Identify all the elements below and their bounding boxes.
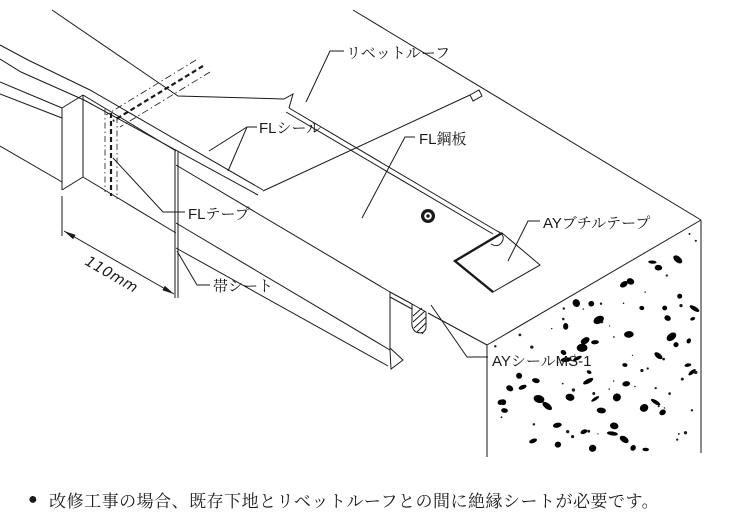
label-fl-tape: FLテープ: [188, 206, 250, 223]
leader-fl-seal-1: [209, 127, 257, 151]
label-fl-steel-plate: FL鋼板: [419, 131, 467, 148]
leader-ay-butyl-tape: [508, 221, 540, 261]
butyl-tape-patch: [455, 233, 540, 292]
box-front-top-edge: [83, 95, 176, 151]
footnote: [28, 487, 659, 512]
fascia-bottom-edge: [176, 223, 390, 350]
sheet-side-line-3: [0, 146, 62, 182]
hem-hatching: [413, 308, 426, 334]
screw-fastener-icon: [421, 209, 435, 223]
hem-fold-line-2: [390, 297, 412, 309]
tape-line-upper: [106, 60, 196, 115]
dimension-110mm: [62, 196, 174, 297]
fl-steel-plate: [263, 90, 503, 246]
patch-outline: [455, 233, 540, 292]
deck-front-arris: [428, 313, 487, 345]
label-ay-seal: AYシールMS-1: [492, 353, 592, 370]
patch-thick-edges: [455, 233, 502, 292]
arrowhead-right: [162, 286, 174, 294]
band-sheet-drape-edge: [176, 248, 388, 366]
leader-band-sheet: [177, 251, 210, 285]
concrete-stipple-texture: [494, 233, 700, 453]
deck-back-edge: [353, 10, 701, 220]
sheet-side-line-2: [0, 94, 62, 118]
hem-fold-line-1: [390, 292, 412, 304]
rivet-roof-sheet: [0, 10, 293, 195]
plate-upstand-end-cap: [470, 90, 482, 101]
label-band-sheet: 帯シート: [213, 278, 274, 295]
dimension-text: 110mm: [82, 253, 141, 297]
box-front-bottom-edge: [83, 177, 176, 233]
tape-line-center: [113, 66, 203, 121]
label-fl-seal: FLシール: [259, 120, 322, 137]
label-ay-butyl-tape: AYブチルテープ: [543, 215, 651, 232]
sheet-hem-edge-upper: [0, 45, 263, 190]
leader-fl-seal-2: [228, 127, 247, 171]
sheet-back-edge-with-break: [52, 10, 293, 108]
fascia-front-face: [176, 165, 403, 369]
tape-line-lower: [120, 72, 210, 127]
footnote-text: 改修工事の場合、既存下地とリベットルーフとの間に絶縁シートが必要です。: [49, 492, 660, 511]
leader-fl-tape: [113, 158, 185, 212]
leader-rivet-roof: [306, 51, 344, 102]
box-top-left-edge: [62, 95, 83, 108]
label-rivet-roof: リベットルーフ: [346, 45, 450, 62]
drip-hem-ay-seal: [390, 292, 426, 334]
leader-lines: [113, 51, 540, 357]
concrete-deck: [353, 10, 701, 457]
box-bottom-left-edge: [62, 177, 83, 190]
fascia-top-edge: [176, 165, 390, 292]
arrowhead-left: [64, 231, 76, 239]
bullet-icon: ●: [28, 490, 39, 508]
part-labels: [188, 45, 650, 370]
fascia-kick-out: [390, 348, 403, 369]
leader-ay-seal: [431, 305, 488, 357]
parapet-box: [62, 95, 178, 298]
